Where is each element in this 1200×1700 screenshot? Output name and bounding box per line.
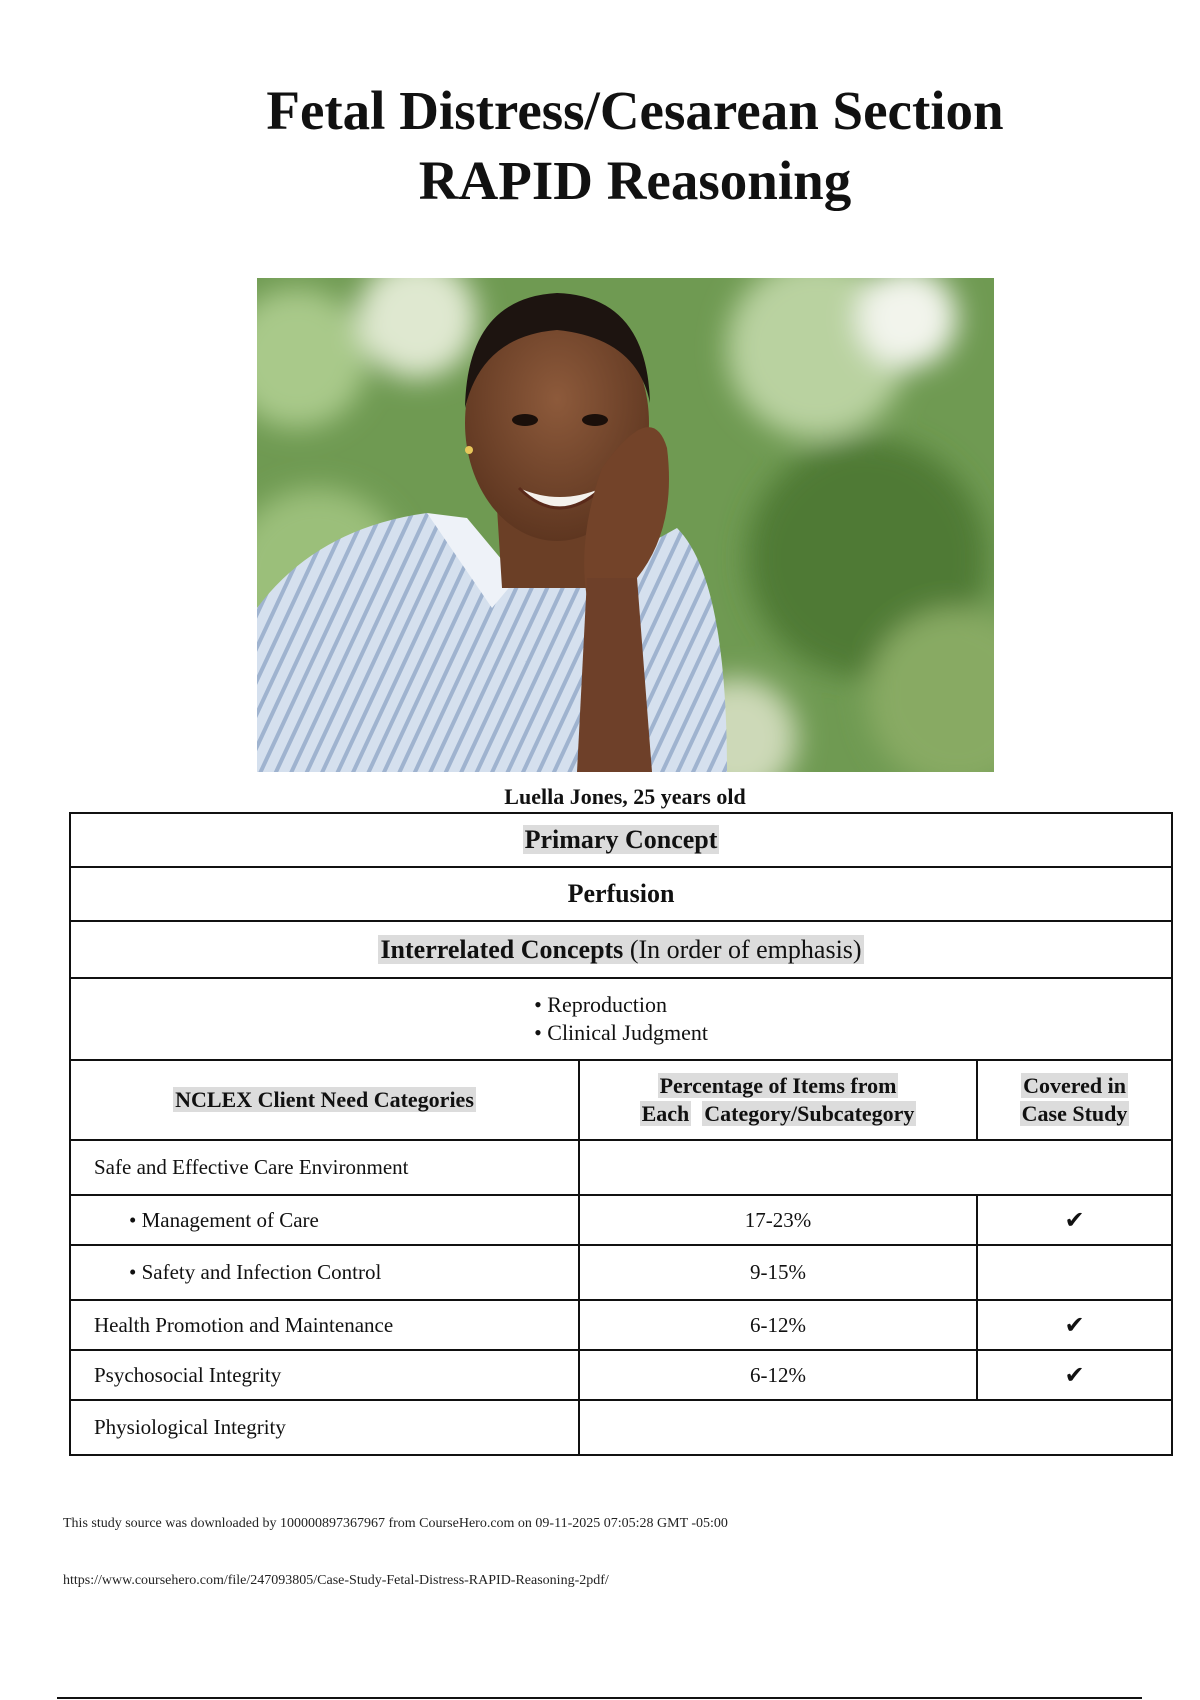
patient-photo (257, 278, 994, 772)
interrelated-concepts-list (534, 991, 708, 1047)
table-row (70, 1245, 1172, 1300)
interrelated-concepts-label: Interrelated Concepts (380, 934, 624, 964)
nclex-percentage-header: Percentage of Items from Each Category/Subcategory (579, 1060, 977, 1140)
interrelated-concepts-heading (70, 921, 1172, 978)
list-item: • Reproduction (534, 991, 708, 1019)
table-row (70, 1140, 1172, 1195)
category-label: Physiological Integrity (70, 1400, 579, 1455)
download-notice: This study source was downloaded by 100000897367967 from CourseHero.com on 09-11-2025 07:05:28 GMT -05:00 (63, 1516, 728, 1531)
source-url-link[interactable]: https://www.coursehero.com/file/247093805/Case-Study-Fetal-Distress-RAPID-Reasoning-2pdf/ (63, 1573, 609, 1588)
subcategory-label: • Management of Care (70, 1195, 579, 1245)
table-row (70, 1300, 1172, 1350)
primary-concept-heading (70, 813, 1172, 867)
interrelated-concepts-note: (In order of emphasis) (629, 934, 862, 964)
nclex-category-header: NCLEX Client Need Categories (70, 1060, 579, 1140)
interrelated-concepts-row (70, 921, 1172, 978)
table-row (70, 1400, 1172, 1455)
primary-concept-value: Perfusion (70, 867, 1172, 921)
nclex-header-row (70, 1060, 1172, 1140)
concept-table (69, 812, 1173, 1456)
percentage-cell: 6-12% (579, 1350, 977, 1400)
percentage-cell (579, 1140, 1172, 1195)
category-label: Health Promotion and Maintenance (70, 1300, 579, 1350)
nclex-covered-header: Covered in Case Study (977, 1060, 1172, 1140)
list-item: • Clinical Judgment (534, 1019, 708, 1047)
percentage-cell: 6-12% (579, 1300, 977, 1350)
covered-cell (977, 1245, 1172, 1300)
page-title (0, 76, 1200, 216)
title-line-1: Fetal Distress/Cesarean Section (266, 80, 1004, 141)
category-label: Psychosocial Integrity (70, 1350, 579, 1400)
percentage-cell (579, 1400, 1172, 1455)
interrelated-list-row (70, 978, 1172, 1060)
checkmark-icon: ✔ (977, 1195, 1172, 1245)
primary-concept-label: Primary Concept (524, 825, 718, 854)
category-label: Safe and Effective Care Environment (70, 1140, 579, 1195)
checkmark-icon: ✔ (977, 1300, 1172, 1350)
primary-concept-value-row (70, 867, 1172, 921)
table-row (70, 1350, 1172, 1400)
page-divider (57, 1697, 1142, 1699)
subcategory-label: • Safety and Infection Control (70, 1245, 579, 1300)
table-row (70, 1195, 1172, 1245)
primary-concept-row (70, 813, 1172, 867)
percentage-cell: 9-15% (579, 1245, 977, 1300)
checkmark-icon: ✔ (977, 1350, 1172, 1400)
title-line-2: RAPID Reasoning (418, 150, 852, 211)
percentage-cell: 17-23% (579, 1195, 977, 1245)
patient-caption: Luella Jones, 25 years old (504, 784, 746, 809)
